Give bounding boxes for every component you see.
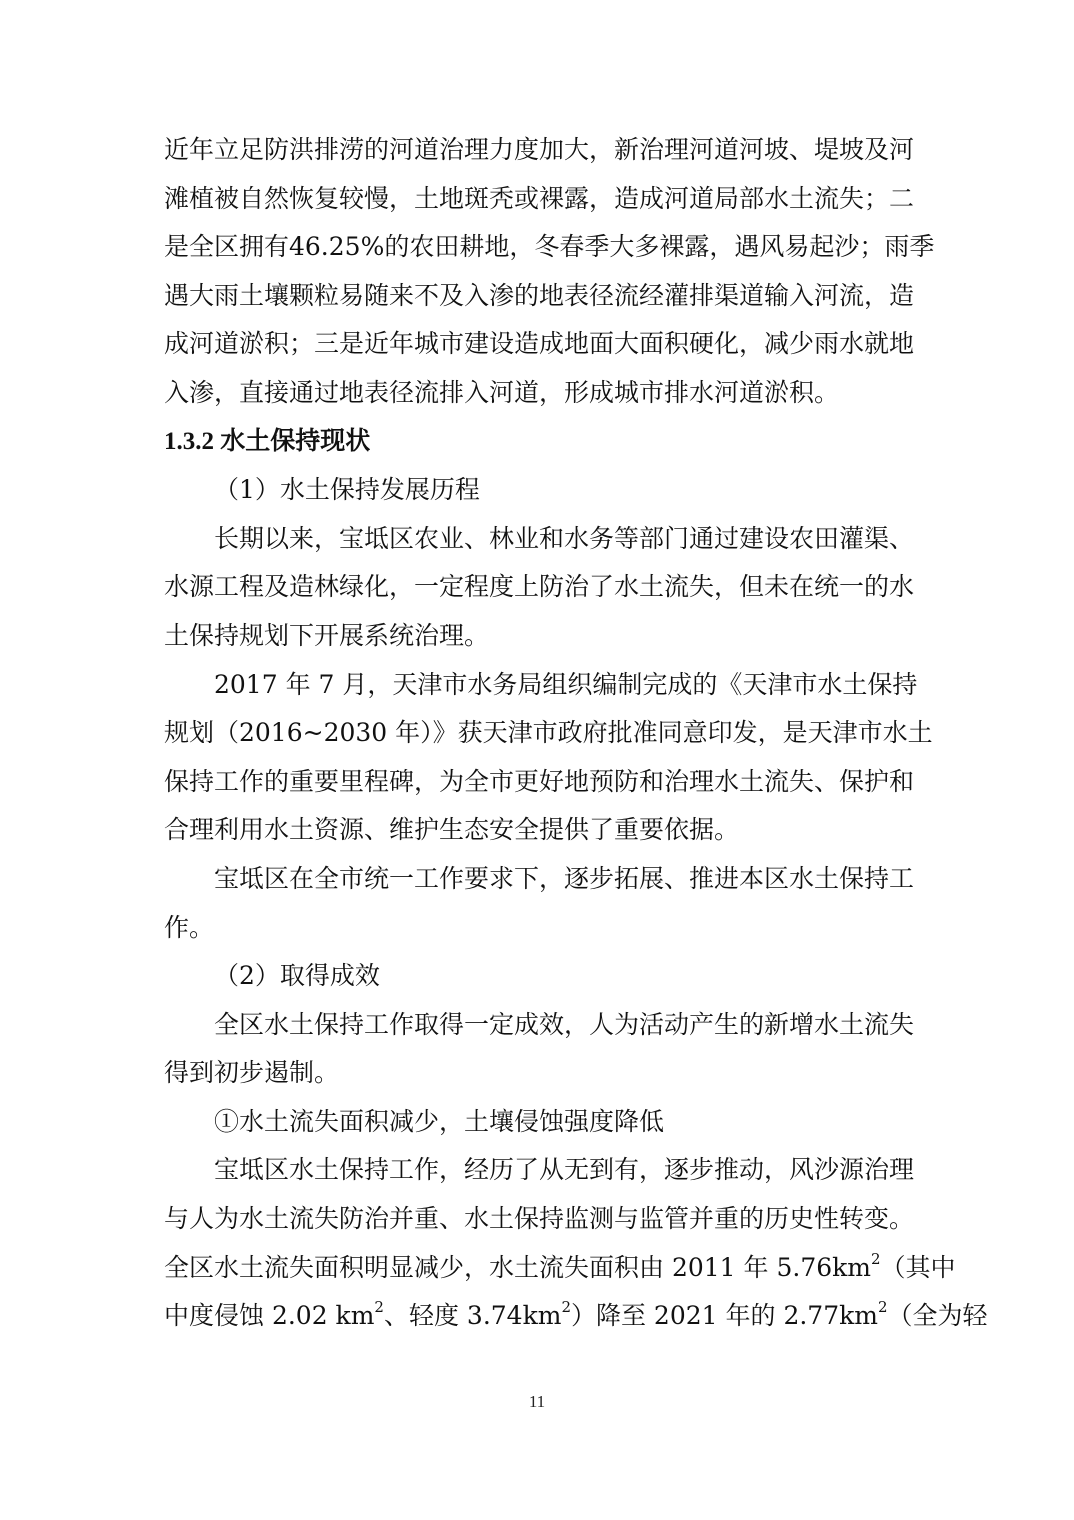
text-line: 成河道淤积；三是近年城市建设造成地面大面积硬化，减少雨水就地 <box>164 329 915 359</box>
subheading-erosion-reduced: ①水土流失面积减少，土壤侵蚀强度降低 <box>214 1106 665 1136</box>
text-segment: 中度侵蚀 2.02 km <box>164 1301 375 1331</box>
subheading-development-history: （1）水土保持发展历程 <box>214 475 480 505</box>
section-heading <box>164 418 914 467</box>
paragraph-line: 作。 <box>164 912 215 942</box>
subheading-achievements: （2）取得成效 <box>214 961 380 991</box>
superscript: 2 <box>870 1249 881 1268</box>
text-segment: （其中 <box>880 1252 956 1282</box>
paragraph-line: 长期以来，宝坻区农业、林业和水务等部门通过建设农田灌渠、 <box>214 523 915 553</box>
superscript: 2 <box>374 1298 384 1317</box>
paragraph-line: 合理利用水土资源、维护生态安全提供了重要依据。 <box>164 815 740 845</box>
paragraph-line <box>164 1244 956 1293</box>
text-line: 近年立足防洪排涝的河道治理力度加大，新治理河道河坡、堤坡及河 <box>164 135 915 164</box>
paragraph-line: 得到初步遏制。 <box>164 1058 340 1088</box>
paragraph-line: 水源工程及造林绿化，一定程度上防治了水土流失，但未在统一的水 <box>164 572 915 602</box>
text-segment: ）降至 2021 年的 2.77km <box>570 1301 878 1331</box>
text-segment: （全为轻 <box>887 1301 988 1331</box>
paragraph-line: 土保持规划下开展系统治理。 <box>164 620 490 650</box>
text-segment: 、轻度 3.74km <box>383 1301 562 1331</box>
section-number: 1.3.2 <box>164 427 214 455</box>
text-line: 滩植被自然恢复较慢，土地斑秃或裸露，造成河道局部水土流失；二 <box>164 183 915 213</box>
superscript: 2 <box>877 1298 888 1317</box>
text-line: 是全区拥有46.25%的农田耕地，冬春季大多裸露，遇风易起沙；雨季 <box>164 232 935 262</box>
text-segment: 全区水土流失面积明显减少，水土流失面积由 2011 年 5.76km <box>164 1252 871 1282</box>
text-line: 遇大雨土壤颗粒易随来不及入渗的地表径流经灌排渠道输入河流，造 <box>164 280 915 310</box>
section-title: 水土保持现状 <box>220 427 371 455</box>
paragraph-line: 与人为水土流失防治并重、水土保持监测与监管并重的历史性转变。 <box>164 1204 915 1234</box>
paragraph-line: 宝坻区水土保持工作，经历了从无到有，逐步推动，风沙源治理 <box>214 1155 915 1185</box>
text-line: 入渗，直接通过地表径流排入河道，形成城市排水河道淤积。 <box>164 377 840 407</box>
superscript: 2 <box>561 1298 571 1317</box>
paragraph-line <box>164 1292 988 1341</box>
paragraph-line: 宝坻区在全市统一工作要求下，逐步拓展、推进本区水土保持工 <box>214 863 915 893</box>
paragraph-line: 2017 年 7 月，天津市水务局组织编制完成的《天津市水土保持 <box>214 669 918 699</box>
body-text <box>164 126 988 1341</box>
paragraph-line: 规划（2016~2030 年）》获天津市政府批准同意印发，是天津市水土 <box>164 718 933 748</box>
page-number: 11 <box>528 1392 546 1411</box>
paragraph-line: 保持工作的重要里程碑，为全市更好地预防和治理水土流失、保护和 <box>164 766 915 796</box>
paragraph-line: 全区水土保持工作取得一定成效，人为活动产生的新增水土流失 <box>214 1009 915 1039</box>
